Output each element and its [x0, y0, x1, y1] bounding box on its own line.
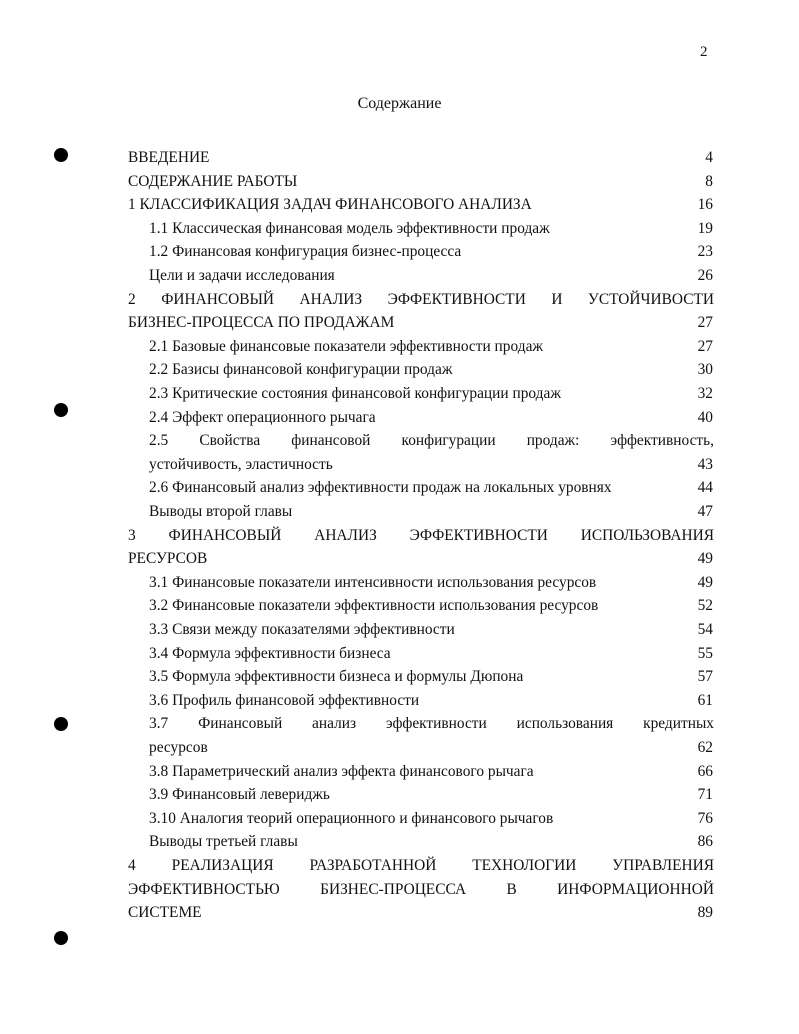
binder-hole-4	[54, 931, 68, 945]
toc-page-number: 66	[697, 762, 713, 780]
toc-page-number: 52	[697, 597, 713, 615]
toc-page-number: 8	[705, 172, 713, 190]
toc-page-number: 27	[697, 314, 713, 332]
toc-entry-text: 4 РЕАЛИЗАЦИЯ РАЗРАБОТАННОЙ ТЕХНОЛОГИИ УПРАВЛЕНИЯ	[128, 857, 714, 874]
toc-entry-text: СОДЕРЖАНИЕ РАБОТЫ	[128, 172, 298, 190]
toc-entry-text: ВВЕДЕНИЕ	[128, 149, 210, 166]
toc-entry-text: ЭФФЕКТИВНОСТЬЮ БИЗНЕС-ПРОЦЕССА В ИНФОРМАЦИОННОЙ	[128, 880, 714, 898]
toc-entry-text: 2 ФИНАНСОВЫЙ АНАЛИЗ ЭФФЕКТИВНОСТИ И УСТОЙЧИВОСТИ	[128, 290, 714, 308]
toc-page-number: 57	[697, 668, 713, 686]
toc-page-number: 89	[697, 904, 713, 922]
toc-entry-text: устойчивость, эластичность	[149, 455, 333, 473]
toc-page-number: 26	[697, 267, 713, 284]
toc-entry-text: РЕСУРСОВ	[128, 550, 208, 568]
toc-page-number: 76	[697, 809, 713, 827]
toc-entry-text: Цели и задачи исследования	[149, 267, 335, 284]
toc-entry-text: 3.5 Формула эффективности бизнеса и формулы Дюпона	[149, 668, 524, 686]
page-number: 2	[700, 44, 708, 60]
toc-page-number: 27	[697, 337, 713, 355]
toc-page-number: 16	[697, 196, 713, 214]
toc-entry-text: 3.10 Аналогия теорий операционного и финансового рычагов	[149, 809, 554, 827]
toc-page-number: 61	[697, 691, 713, 709]
toc-entry-text: 2.6 Финансовый анализ эффективности продаж на локальных уровнях	[149, 479, 612, 497]
toc-page-number: 62	[697, 739, 713, 756]
toc-entry-text: 3.4 Формула эффективности бизнеса	[149, 644, 391, 662]
toc-page-number: 71	[697, 786, 713, 804]
binder-hole-1	[54, 148, 68, 162]
toc-entry-text: 3.7 Финансовый анализ эффективности использования кредитных	[149, 715, 714, 733]
toc-page-number: 47	[697, 503, 713, 520]
binder-hole-2	[54, 403, 68, 417]
toc-page-number: 19	[697, 219, 713, 237]
toc-page-number: 43	[697, 455, 713, 473]
toc-entry-text: 2.1 Базовые финансовые показатели эффективности продаж	[149, 337, 544, 355]
toc-page-number: 30	[697, 361, 713, 379]
toc-entry-text: Выводы третьей главы	[149, 833, 298, 851]
toc-entry-text: 3.9 Финансовый левериджь	[149, 786, 330, 804]
toc-entry-text: 3.6 Профиль финансовой эффективности	[149, 691, 420, 709]
toc-page-number: 55	[697, 644, 713, 662]
toc-entry-text: 1.1 Классическая финансовая модель эффективности продаж	[149, 219, 550, 237]
toc-entry-text: 3.3 Связи между показателями эффективности	[149, 621, 455, 638]
toc-entry-text: 3.1 Финансовые показатели интенсивности использования ресурсов	[149, 573, 597, 591]
toc-entry-text: 1.2 Финансовая конфигурация бизнес-процесса	[149, 243, 462, 261]
toc-entry-text: БИЗНЕС-ПРОЦЕССА ПО ПРОДАЖАМ	[128, 314, 395, 332]
toc-page-number: 49	[697, 573, 713, 591]
toc-entry-text: 1 КЛАССИФИКАЦИЯ ЗАДАЧ ФИНАНСОВОГО АНАЛИЗА	[128, 196, 532, 214]
binder-hole-3	[54, 717, 68, 731]
toc-page-number: 86	[697, 833, 713, 851]
page-title: Содержание	[357, 95, 442, 112]
toc-entry-text: 2.2 Базисы финансовой конфигурации продаж	[149, 361, 453, 379]
toc-page-number: 44	[697, 479, 713, 497]
toc-page-number: 40	[697, 408, 713, 426]
toc-entry-text: ресурсов	[149, 739, 208, 756]
toc-page-number: 4	[705, 149, 713, 166]
toc-entry-text: Выводы второй главы	[149, 503, 293, 520]
toc-entry-text: 3 ФИНАНСОВЫЙ АНАЛИЗ ЭФФЕКТИВНОСТИ ИСПОЛЬЗОВАНИЯ	[128, 526, 714, 544]
toc-entry-text: 2.4 Эффект операционного рычага	[149, 408, 376, 426]
toc-page-number: 54	[697, 621, 713, 638]
toc-page-number: 32	[697, 385, 713, 402]
toc-page-number: 23	[697, 243, 713, 261]
toc-page-number: 49	[697, 550, 713, 568]
toc-entry-text: 3.8 Параметрический анализ эффекта финансового рычага	[149, 762, 534, 780]
toc-entry-text: 3.2 Финансовые показатели эффективности использования ресурсов	[149, 597, 599, 615]
toc-entry-text: 2.3 Критические состояния финансовой конфигурации продаж	[149, 385, 561, 402]
toc-entry-text: СИСТЕМЕ	[128, 904, 202, 922]
toc-entry-text: 2.5 Свойства финансовой конфигурации продаж: эффективность,	[149, 432, 714, 450]
